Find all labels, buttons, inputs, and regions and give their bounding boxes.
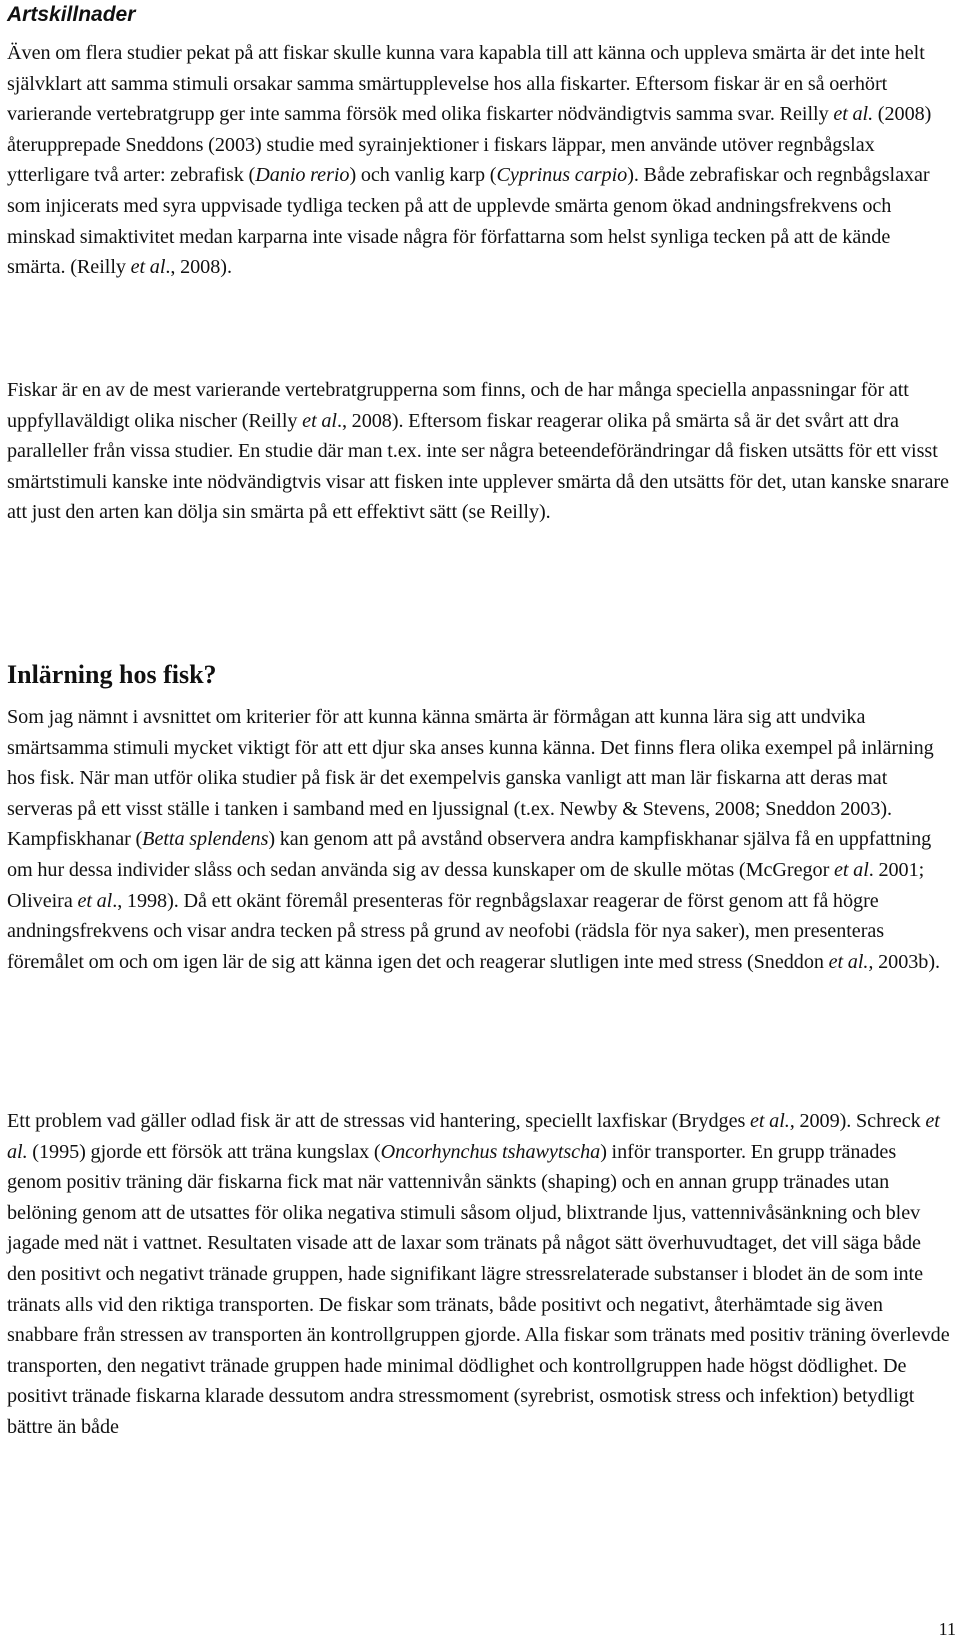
text-run: . 2001; Oliveira [7,858,929,912]
text-run: ) kan genom att på avstånd observera andra kampfiskhanar själva få en uppfattning om hur dessa individer slåss och sedan använda sig av dessa kunskaper om de skulle mötas (McGregor [7,828,936,881]
italic-text-run: et al [77,889,113,912]
paragraph [7,375,953,528]
page-number: 11 [938,1619,956,1639]
text-run: ) och vanlig karp ( [349,164,497,187]
italic-text-run: et al. [833,103,874,126]
text-run: (1995) gjorde ett försök att träna kungslax ( [27,1140,381,1163]
text-run: Som jag nämnt i avsnittet om kriterier för att kunna känna smärta är förmågan att kunna lära sig att undvika smärtsamma stimuli mycket viktigt för att ett djur ska anses kunna känna. Det finns flera olika exempel på inlärning hos fisk. När man utför olika studier på fisk är det exempelvis ganska vanligt att man lär fiskarna att deras mat serveras på ett visst ställe i tanken i samband med en ljussignal (t.ex. Newby & Stevens, 2008; Sneddon 2003). Kampfiskhanar ( [7,706,939,851]
text-run: Ett problem vad gäller odlad fisk är att de stressas vid hantering, speciellt laxfiskar (Brydges [7,1110,750,1132]
italic-text-run: Cyprinus carpio [496,164,628,187]
heading-inlarning: Inlärning hos fisk? [7,660,217,689]
paragraph [7,702,953,977]
italic-text-run: Danio rerio [255,164,350,187]
text-run: Även om flera studier pekat på att fiskar skulle kunna vara kapabla till att känna och uppleva smärta är det inte helt självklart att samma stimuli orsakar samma smärtupplevelse hos alla fiskarter. Eftersom fiskar är en så oerhört varierande vertebratgrupp ger inte samma försök med olika fiskarter nödvändigtvis samma svar. Reilly [7,42,930,126]
text-run: 2009). Schreck [794,1110,926,1132]
italic-text-run: et al [130,256,166,279]
text-run: 2003b). [873,950,940,973]
text-run: ). Både zebrafiskar och regnbågslaxar som injicerats med syra uppvisade tydliga tecken på att de upplevde smärta genom ökad andningsfrekvens och minskad simaktivitet medan karparna inte visade några för författarna som helst synliga tecken på att de kände smärta. (Reilly [7,164,935,279]
italic-text-run: Betta splendens [142,828,269,851]
text-run: (2008) återupprepade Sneddons (2003) studie med syrainjektioner i fiskars läppar, men använde utöver regnbågslax ytterligare två arter: zebrafisk ( [7,103,937,187]
text-run: ., 2008). Eftersom fiskar reagerar olika på smärta så är det svårt att dra paralleller från vissa studier. En studie där man t.ex. inte ser några beteendeförändringar då fisken utsätts för ett visst smärtstimuli kanske inte nödvändigtvis visar att fisken inte upplever smärta då den utsätts för det, utan kanske snarare att just den arten kan dölja sin smärta på ett effektivt sätt (se Reilly). [7,409,954,524]
italic-text-run: et al [302,409,337,432]
italic-text-run: Oncorhynchus tshawytscha [380,1140,601,1163]
italic-text-run: et al [833,858,869,881]
italic-text-run: et al. [7,1110,940,1163]
paragraph [7,38,953,283]
text-run: ., 1998). Då ett okänt föremål presenteras för regnbågslaxar reagerar de först genom att få högre andningsfrekvens och visar andra tecken på stress på grund av neofobi (rädsla för nya saker), men presenteras föremålet om och om igen lär de sig att känna igen det och reagerar slutligen inte med stress (Sneddon [7,889,889,973]
text-run: ) inför transporter. En grupp tränades genom positiv träning där fiskarna fick mat när vattennivån sänkts (shaping) och en annan grupp tränades utan belöning genom att de utsattes för olika negativa stimuli såsom oljud, blixtrande ljus, vattennivåsänkning och blev jagade med nät i vattnet. Resultaten visade att de laxar som tränats på något sätt överhuvudtaget, det vill säga både den positivt och negativt tränade gruppen, hade signifikant lägre stressrelaterade substanser i blodet än de som inte tränats alls vid den riktiga transporten. De fiskar som tränats, både positivt och negativt, återhämtade sig även snabbare från stressen av transporten än kontrollgruppen gjorde. Alla fiskar som tränats med positiv träning överlevde transporten, den negativt tränade gruppen hade minimal dödlighet och kontrollgruppen hade högst dödlighet. De positivt tränade fiskarna klarade dessutom andra stressmoment (syrebrist, osmotisk stress och infektion) betydligt bättre än både [7,1140,955,1438]
italic-text-run: et al., [828,950,874,973]
heading-artskillnader: Artskillnader [7,3,136,26]
text-run: ., 2008). [165,256,232,279]
paragraph [7,1106,953,1443]
text-run: Fiskar är en av de mest varierande vertebratgrupperna som finns, och de har många speciella anpassningar för att uppfyllaväldigt olika nischer (Reilly [7,379,914,432]
italic-text-run: et al., [749,1110,795,1132]
